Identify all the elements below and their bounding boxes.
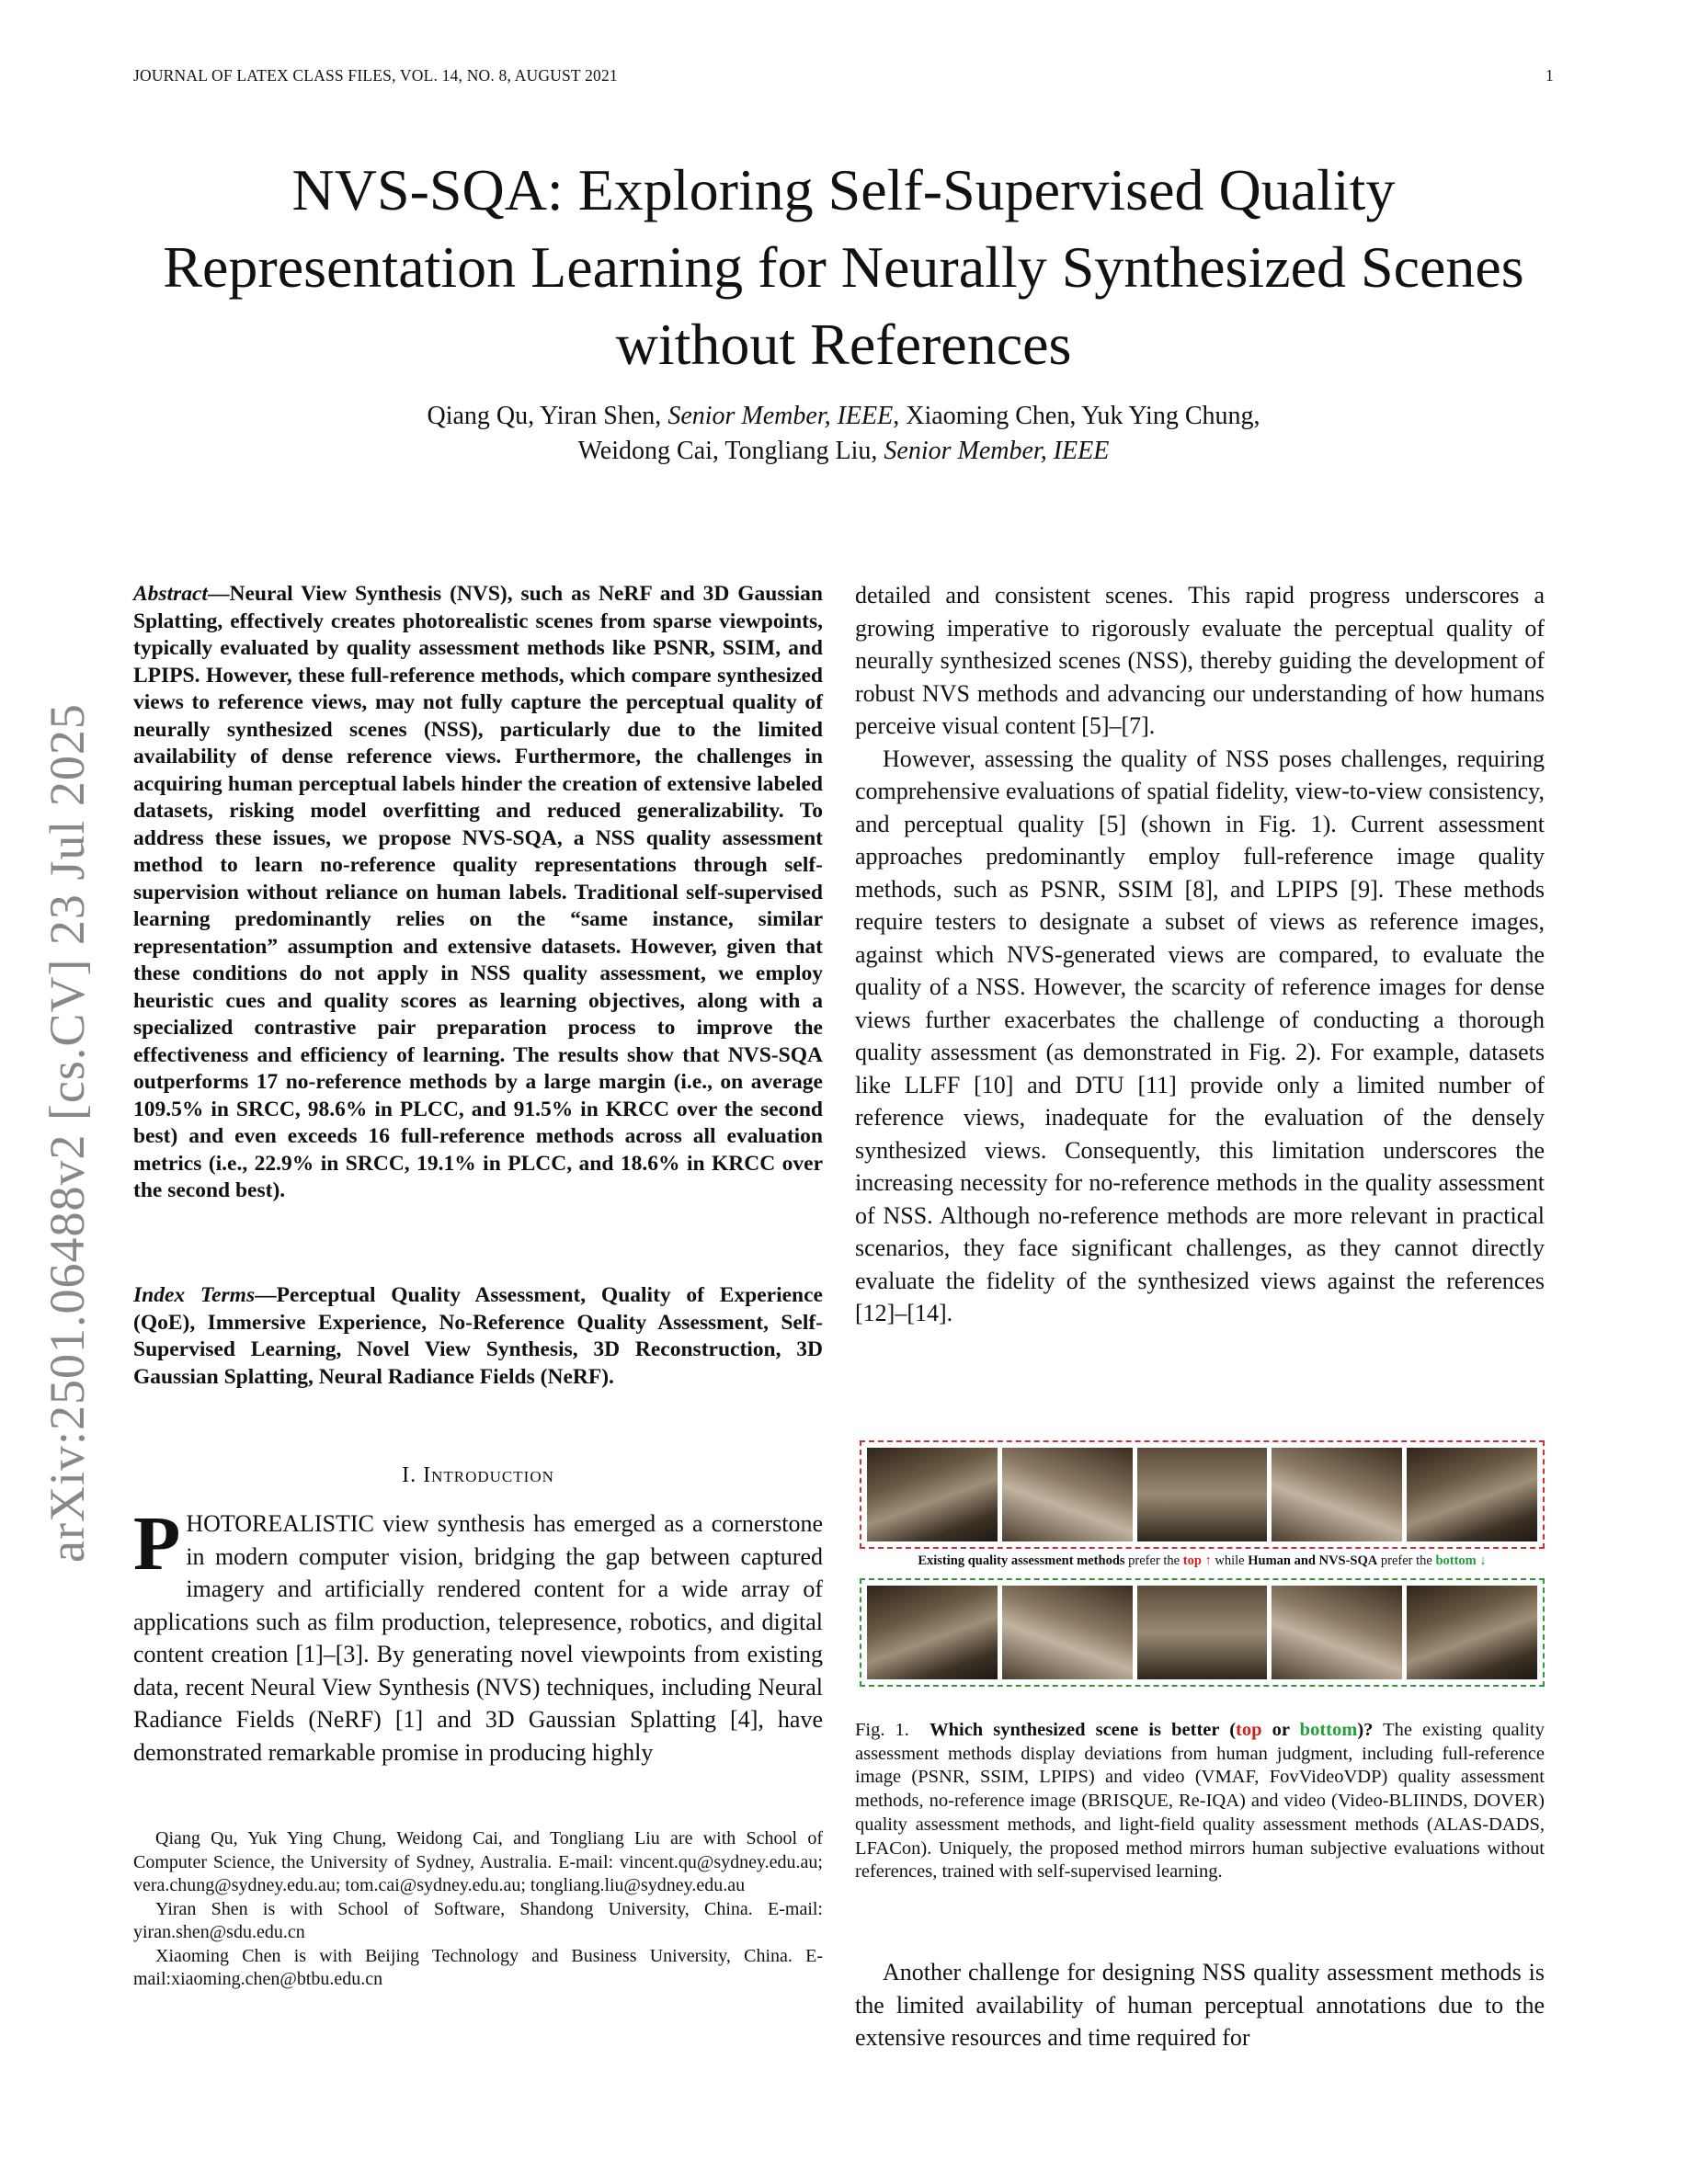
author-role: Senior Member, IEEE — [884, 437, 1110, 465]
caption-part: )? — [1357, 1720, 1374, 1740]
footnote: Yiran Shen is with School of Software, Shandong University, China. E-mail: yiran.shen@sdu.edu.cn — [133, 1898, 823, 1942]
paragraph: detailed and consistent scenes. This rapid progress underscores a growing imperative to rigorously evaluate the perceptual quality of neurally synthesized scenes (NSS), thereby guiding the development of robust NVS methods and advancing our understanding of how humans perceive visual content [5]–[7]. — [855, 582, 1545, 739]
caption-top: top — [1236, 1720, 1262, 1740]
abstract-label: Abstract — [133, 582, 208, 606]
abstract — [133, 581, 823, 1205]
author-list — [133, 399, 1554, 469]
paper-title: NVS-SQA: Exploring Self-Supervised Quality Representation Learning for Neurally Synthesized Scenes without References — [163, 157, 1524, 377]
arxiv-stamp: arXiv:2501.06488v2 [cs.CV] 23 Jul 2025 — [40, 703, 95, 1563]
paragraph: Another challenge for designing NSS quality assessment methods is the limited availability of human perceptual annotations due to the extensive resources and time required for — [855, 1959, 1545, 2051]
intro-text: HOTOREALISTIC view synthesis has emerged as a cornerstone in modern computer vision, bridging the gap between captured imagery and artificially rendered content for a wide array of applications such as film production, telepresence, robotics, and digital content creation [1]–[3]. By generating novel viewpoints from existing data, recent Neural View Synthesis (NVS) techniques, including Neural Radiance Fields (NeRF) [1] and 3D Gaussian Splatting [4], have demonstrated remarkable promise in producing highly — [133, 1510, 823, 1766]
section-heading — [133, 1463, 823, 1488]
drop-cap: P — [133, 1501, 181, 1587]
author-role: Senior Member, IEEE — [667, 402, 894, 430]
strip-text: prefer the — [1377, 1553, 1436, 1568]
abstract-text: —Neural View Synthesis (NVS), such as NeRF and 3D Gaussian Splatting, effectively creates photorealistic scenes from sparse viewpoints, typically evaluated by quality assessment methods like PSNR, SSIM, and LPIPS. However, these full-reference methods, which compare synthesized views to reference views, may not fully capture the perceptual quality of neurally synthesized scenes (NSS), particularly due to the limited availability of dense reference views. Furthermore, the challenges in acquiring human perceptual labels hinder the creation of extensive labeled datasets, risking model overfitting and reduced generalizability. To address these issues, we propose NVS-SQA, a NSS quality assessment method to learn no-reference quality representations through self-supervision without reliance on human labels. Traditional self-supervised learning predominantly relies on the “same instance, similar representation” assumption and extensive datasets. However, given that these conditions do not apply in NSS quality assessment, we employ heuristic cues and quality scores as learning objectives, along with a specialized contrastive pair preparation process to improve the effectiveness and efficiency of learning. The results show that NVS-SQA outperforms 17 no-reference methods by a large margin (i.e., on average 109.5% in SRCC, 98.6% in PLCC, and 91.5% in KRCC over the second best) and even exceeds 16 full-reference methods across all evaluation metrics (i.e., 22.9% in SRCC, 19.1% in PLCC, and 18.6% in KRCC over the second best). — [133, 582, 823, 1202]
caption-part: Which synthesized scene is better ( — [930, 1720, 1237, 1740]
scene-thumbnail — [1407, 1448, 1537, 1541]
figure-top-row — [860, 1440, 1545, 1549]
page-number: 1 — [1545, 66, 1554, 85]
caption-bottom: bottom — [1299, 1720, 1358, 1740]
authors-part: Weidong Cai, Tongliang Liu, — [577, 437, 878, 465]
caption-label: Fig. 1. — [855, 1720, 909, 1740]
index-terms — [133, 1282, 823, 1391]
right-column-text — [855, 579, 1545, 1330]
author-line-1 — [133, 399, 1554, 434]
paragraph: However, assessing the quality of NSS poses challenges, requiring comprehensive evaluations of spatial fidelity, view-to-view consistency, and perceptual quality [5] (shown in Fig. 1). Current assessment approaches predominantly employ full-reference image quality methods, such as PSNR, SSIM [8], and LPIPS [9]. These methods require testers to designate a subset of views as reference images, against which NVS-generated views are compared, to evaluate the quality of a NSS. However, the scarcity of reference images for dense views further exacerbates the challenge of conducting a thorough quality assessment (as demonstrated in Fig. 2). For example, datasets like LLFF [10] and DTU [11] provide only a limited number of reference views, inadequate for the evaluation of the densely synthesized views. Consequently, this limitation underscores the increasing necessity for no-reference methods in the quality assessment of NSS. Although no-reference methods are more relevant in practical scenarios, they face significant challenges, as they cannot directly evaluate the fidelity of the synthesized views against the references [12]–[14]. — [855, 745, 1545, 1326]
intro-paragraph — [133, 1501, 823, 1769]
scene-thumbnail — [1002, 1448, 1133, 1541]
scene-thumbnail — [1002, 1586, 1133, 1679]
caption-part: or — [1261, 1720, 1300, 1740]
scene-thumbnail — [1407, 1586, 1537, 1679]
figure-1 — [860, 1440, 1545, 1687]
caption-question — [930, 1720, 1373, 1740]
figure-strip-caption — [860, 1553, 1545, 1569]
author-line-2 — [133, 434, 1554, 469]
section-number: I. — [402, 1463, 417, 1487]
strip-text: prefer the — [1124, 1553, 1183, 1568]
strip-text: Human and NVS-SQA — [1248, 1553, 1378, 1568]
footnote: Xiaoming Chen is with Beijing Technology and Business University, China. E-mail:xiaoming.chen@btbu.edu.cn — [133, 1945, 823, 1989]
authors-part: , Xiaoming Chen, Yuk Ying Chung, — [893, 402, 1260, 430]
author-footnotes — [133, 1827, 823, 1992]
index-terms-label: Index Terms — [133, 1283, 256, 1307]
figure-caption — [855, 1719, 1545, 1884]
scene-thumbnail — [1272, 1448, 1402, 1541]
figure-bottom-row — [860, 1578, 1545, 1687]
index-terms-text: —Perceptual Quality Assessment, Quality of Experience (QoE), Immersive Experience, No-Reference Quality Assessment, Self-Supervised Learning, Novel View Synthesis, 3D Reconstruction, 3D Gaussian Splatting, Neural Radiance Fields (NeRF). — [133, 1283, 823, 1389]
strip-text: while — [1211, 1553, 1249, 1568]
scene-thumbnail — [867, 1448, 998, 1541]
scene-thumbnail — [1272, 1586, 1402, 1679]
strip-bottom: bottom ↓ — [1435, 1553, 1487, 1568]
scene-thumbnail — [1137, 1586, 1268, 1679]
authors-part: Qiang Qu, Yiran Shen, — [427, 402, 662, 430]
strip-text: Existing quality assessment methods — [918, 1553, 1125, 1568]
strip-top: top ↑ — [1182, 1553, 1212, 1568]
section-title: Introduction — [423, 1463, 554, 1487]
scene-thumbnail — [1137, 1448, 1268, 1541]
footnote: Qiang Qu, Yuk Ying Chung, Weidong Cai, and Tongliang Liu are with School of Computer Science, the University of Sydney, Australia. E-mail: vincent.qu@sydney.edu.au; vera.chung@sydney.edu.au; tom.cai@sydney.edu.au; tongliang.liu@sydney.edu.au — [133, 1828, 823, 1895]
scene-thumbnail — [867, 1586, 998, 1679]
journal-name: JOURNAL OF LATEX CLASS FILES, VOL. 14, NO. 8, AUGUST 2021 — [133, 66, 618, 85]
caption-text: The existing quality assessment methods display deviations from human judgment, including full-reference image (PSNR, SSIM, LPIPS) and video (VMAF, FovVideoVDP) quality assessment methods, no-reference image (BRISQUE, Re-IQA) and video (Video-BLIINDS, DOVER) quality assessment methods, and light-field quality assessment methods (ALAS-DADS, LFACon). Uniquely, the proposed method mirrors human subjective evaluations without references, trained with self-supervised learning. — [855, 1720, 1545, 1883]
running-header — [133, 66, 1554, 85]
right-column-text-2 — [855, 1956, 1545, 2054]
